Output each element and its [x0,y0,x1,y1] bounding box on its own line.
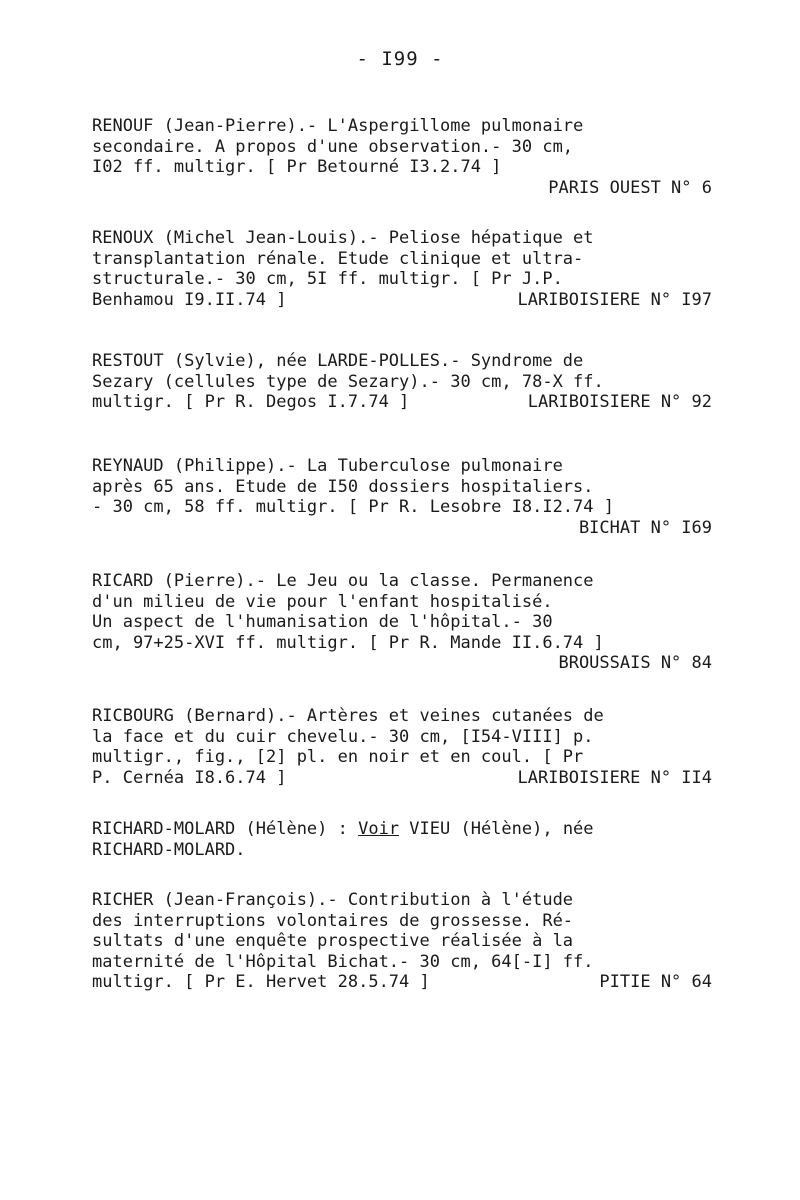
cross-reference-line [92,819,712,840]
entry-line: multigr. [ Pr E. Hervet 28.5.74 ] [92,972,430,992]
entry-line: - 30 cm, 58 ff. multigr. [ Pr R. Lesobre I8.I2.74 ] [92,497,614,517]
entry-line: REYNAUD (Philippe).- La Tuberculose pulmonaire [92,456,563,476]
see-reference-link: Voir [358,819,400,839]
entry-line: secondaire. A propos d'une observation.- 30 cm, [92,136,574,157]
entry-line: la face et du cuir chevelu.- 30 cm, [I54-VIII] p. [92,726,594,747]
entry-line: structurale.- 30 cm, 5I ff. multigr. [ Pr J.P. [92,269,563,289]
entry-line: multigr., fig., [2] pl. en noir et en coul. [ Pr [92,747,584,767]
entry-line: maternité de l'Hôpital Bichat.- 30 cm, 64[-I] ff. [92,951,594,972]
entry-line: RESTOUT (Sylvie), née LARDE-POLLES.- Syndrome de [92,351,584,371]
page-number: - I99 - [356,48,444,70]
entry-location: LARIBOISIERE N° II4 [517,767,712,788]
entry-line: RICBOURG (Bernard).- Artères et veines cutanées de [92,706,604,726]
entry-line: Sezary (cellules type de Sezary).- 30 cm, 78-X ff. [92,371,604,392]
entry-line: des interruptions volontaires de grossesse. Ré- [92,910,574,931]
catalog-entry-reynaud [92,456,712,538]
catalog-entry-ricbourg [92,706,712,788]
entry-line: RENOUF (Jean-Pierre).- L'Aspergillome pulmonaire [92,116,584,136]
catalog-entry-renoux [92,228,712,310]
entry-last-line [92,972,712,993]
entry-line: RICHER (Jean-François).- Contribution à l'étude [92,890,574,910]
entry-line: sultats d'une enquête prospective réalisée à la [92,931,574,951]
entry-line: transplantation rénale. Etude clinique et ultra- [92,248,584,269]
catalog-entry-ricard [92,571,712,674]
entry-location: BICHAT N° I69 [578,517,712,538]
entry-location: LARIBOISIERE N° 92 [527,392,712,412]
entry-heading: RICHARD-MOLARD (Hélène) : [92,819,359,839]
catalog-entry-richard-molard [92,819,712,860]
entry-line: cm, 97+25-XVI ff. multigr. [ Pr R. Mande II.6.74 ] [92,632,604,653]
entry-line: P. Cernéa I8.6.74 ] [92,767,287,788]
entry-location: PITIE N° 64 [599,972,712,992]
entry-reference-target: VIEU (Hélène), née [399,819,594,839]
entry-location: PARIS OUEST N° 6 [548,177,712,198]
catalog-entry-restout [92,351,712,413]
catalog-entry-renouf [92,116,712,198]
entry-last-line [92,392,712,413]
catalog-entry-richer [92,890,712,993]
entry-line: Benhamou I9.II.74 ] [92,289,287,310]
entry-line: d'un milieu de vie pour l'enfant hospitalisé. [92,591,553,612]
entry-line: après 65 ans. Etude de I50 dossiers hospitaliers. [92,476,594,497]
entry-location: BROUSSAIS N° 84 [558,653,712,673]
entry-line: RENOUX (Michel Jean-Louis).- Peliose hépatique et [92,228,594,248]
entry-last-line [92,768,712,789]
entry-line: I02 ff. multigr. [ Pr Betourné I3.2.74 ] [92,157,502,177]
entry-line: RICHARD-MOLARD. [92,839,246,860]
entry-line: RICARD (Pierre).- Le Jeu ou la classe. Permanence [92,571,594,591]
entry-line: multigr. [ Pr R. Degos I.7.74 ] [92,392,410,412]
entry-line: Un aspect de l'humanisation de l'hôpital.- 30 [92,612,553,632]
entry-last-line [92,290,712,311]
entry-location: LARIBOISIERE N° I97 [517,289,712,310]
